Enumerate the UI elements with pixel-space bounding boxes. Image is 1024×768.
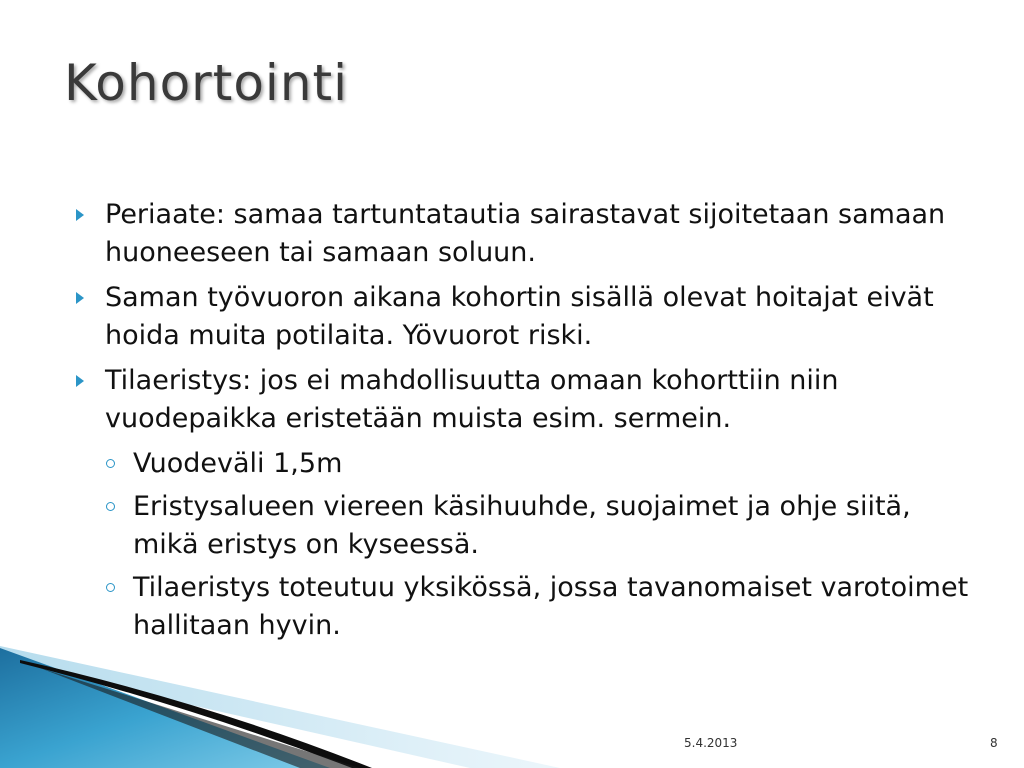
bullet-text: Saman työvuoron aikana kohortin sisällä olevat hoitajat eivät hoida muita potilaita. Yövuorot riski. <box>105 282 934 351</box>
bullet-item <box>76 196 976 272</box>
slide-content <box>76 196 976 650</box>
bullet-item <box>76 362 976 438</box>
triangle-bullet-icon <box>76 375 84 387</box>
circle-bullet-icon <box>106 459 115 468</box>
slide-number: 8 <box>990 736 998 750</box>
sub-bullet-text: Eristysalueen viereen käsihuuhde, suojaimet ja ohje siitä, mikä eristys on kyseessä. <box>133 491 911 560</box>
triangle-bullet-icon <box>76 209 84 221</box>
circle-bullet-icon <box>106 502 115 511</box>
triangle-bullet-icon <box>76 292 84 304</box>
sub-bullet-text: Tilaeristys toteutuu yksikössä, jossa tavanomaiset varotoimet hallitaan hyvin. <box>133 572 969 641</box>
sub-bullet-text: Vuodeväli 1,5m <box>133 448 343 479</box>
circle-bullet-icon <box>106 583 115 592</box>
bullet-text: Periaate: samaa tartuntatautia sairastavat sijoitetaan samaan huoneeseen tai samaan soluun. <box>105 199 946 268</box>
slide-title: Kohortointi <box>64 54 348 112</box>
sub-bullet-item <box>106 445 976 483</box>
bullet-text: Tilaeristys: jos ei mahdollisuutta omaan kohorttiin niin vuodepaikka eristetään muista esim. sermein. <box>105 365 839 434</box>
sub-bullet-item <box>106 488 976 564</box>
sub-bullet-item <box>106 569 976 645</box>
footer-date: 5.4.2013 <box>684 736 738 750</box>
bullet-item <box>76 279 976 355</box>
